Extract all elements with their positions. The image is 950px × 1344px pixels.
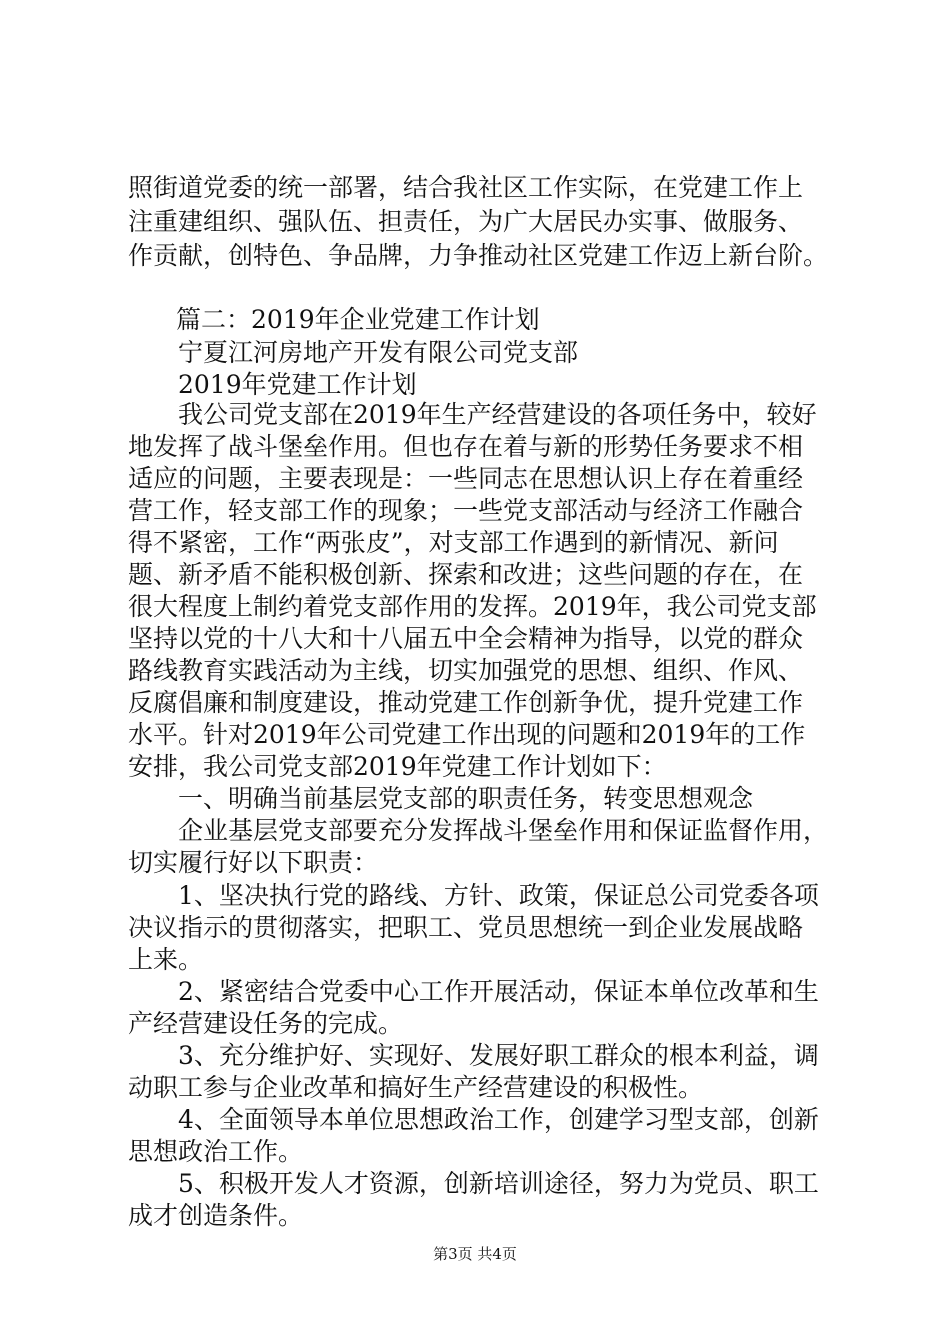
plan-title: 2019年党建工作计划 [178, 370, 417, 399]
text-line: 企业基层党支部要充分发挥战斗堡垒作用和保证监督作用， [178, 816, 829, 845]
text-line: 营工作，轻支部工作的现象；一些党支部活动与经济工作融合 [128, 496, 804, 525]
list-item: 5、积极开发人才资源，创新培训途径，努力为党员、职工 [178, 1169, 819, 1198]
text-line: 坚持以党的十八大和十八届五中全会精神为指导，以党的群众 [128, 624, 804, 653]
list-item: 1、坚决执行党的路线、方针、政策，保证总公司党委各项 [178, 881, 819, 910]
text-line: 照街道党委的统一部署，结合我社区工作实际，在党建工作上 [128, 173, 804, 202]
text-line: 题、新矛盾不能积极创新、探索和改进；这些问题的存在，在 [128, 560, 804, 589]
text-line: 作贡献，创特色、争品牌，力争推动社区党建工作迈上新台阶。 [128, 241, 829, 270]
text-line: 成才创造条件。 [128, 1201, 304, 1230]
text-line: 得不紧密，工作“两张皮”，对支部工作遇到的新情况、新问 [128, 528, 779, 557]
text-line: 水平。针对2019年公司党建工作出现的问题和2019年的工作 [128, 720, 806, 749]
text-line: 安排，我公司党支部2019年党建工作计划如下： [128, 752, 667, 781]
text-line: 很大程度上制约着党支部作用的发挥。2019年，我公司党支部 [128, 592, 817, 621]
text-line: 注重建组织、强队伍、担责任，为广大居民办实事、做服务、 [128, 207, 804, 236]
text-line: 切实履行好以下职责： [128, 848, 379, 877]
text-line: 我公司党支部在2019年生产经营建设的各项任务中，较好 [178, 400, 817, 429]
text-line: 适应的问题，主要表现是：一些同志在思想认识上存在着重经 [128, 464, 804, 493]
list-item: 4、全面领导本单位思想政治工作，创建学习型支部，创新 [178, 1105, 819, 1134]
text-line: 决议指示的贯彻落实，把职工、党员思想统一到企业发展战略 [128, 913, 804, 942]
section-heading: 篇二：2019年企业党建工作计划 [176, 305, 540, 334]
list-item: 3、充分维护好、实现好、发展好职工群众的根本利益，调 [178, 1041, 819, 1070]
subsection-heading: 一、明确当前基层党支部的职责任务，转变思想观念 [178, 784, 754, 813]
text-line: 上来。 [128, 945, 204, 974]
text-line: 思想政治工作。 [128, 1137, 304, 1166]
text-line: 地发挥了战斗堡垒作用。但也存在着与新的形势任务要求不相 [128, 432, 804, 461]
text-line: 动职工参与企业改革和搞好生产经营建设的积极性。 [128, 1073, 704, 1102]
list-item: 2、紧密结合党委中心工作开展活动，保证本单位改革和生 [178, 977, 819, 1006]
text-line: 路线教育实践活动为主线，切实加强党的思想、组织、作风、 [128, 656, 804, 685]
page-number: 第3页 共4页 [433, 1245, 517, 1263]
text-line: 产经营建设任务的完成。 [128, 1009, 404, 1038]
organization-name: 宁夏江河房地产开发有限公司党支部 [178, 338, 579, 367]
text-line: 反腐倡廉和制度建设，推动党建工作创新争优，提升党建工作 [128, 688, 804, 717]
